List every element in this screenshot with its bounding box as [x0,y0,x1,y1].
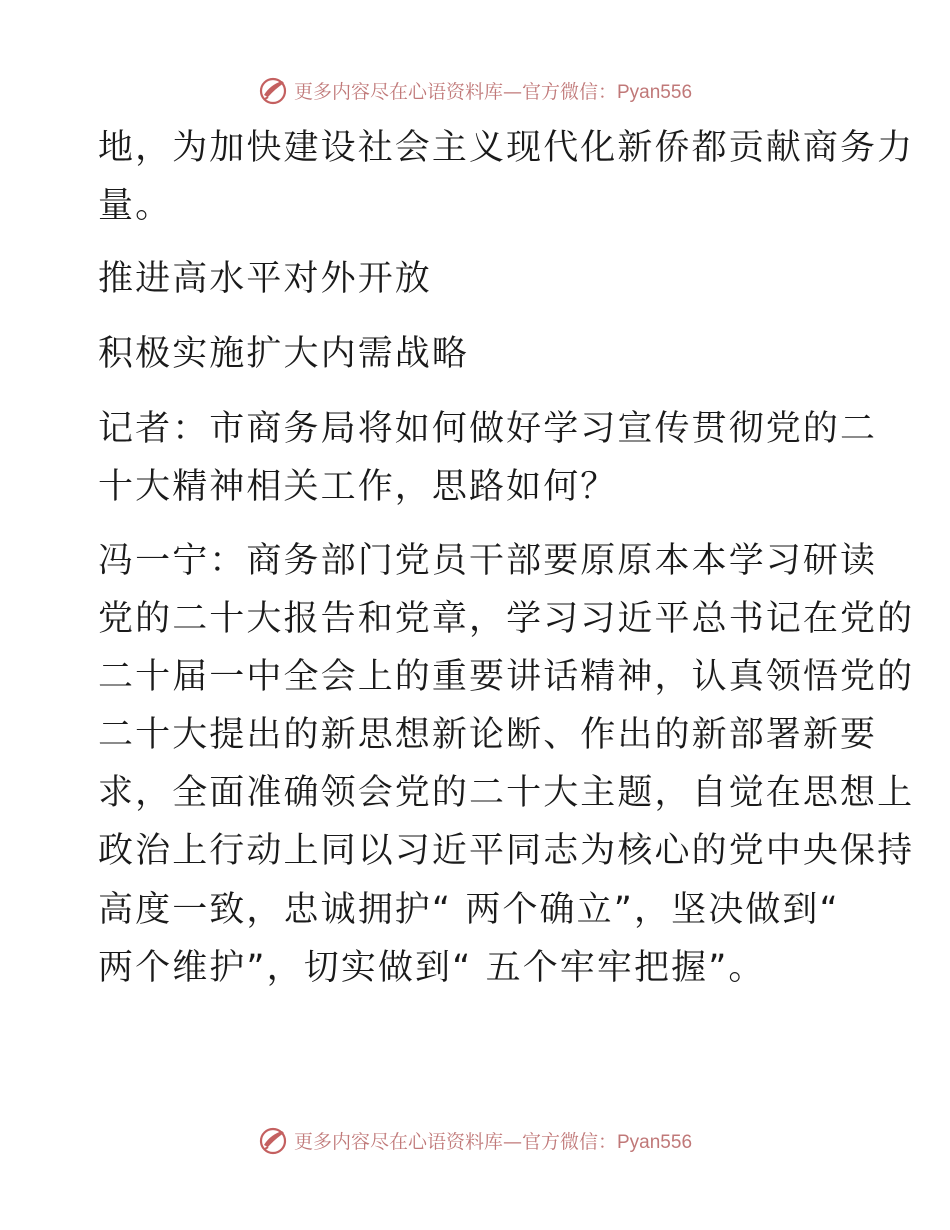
section-heading: 积极实施扩大内需战略 [98,334,470,374]
text-line: 量。 [98,186,173,226]
pen-logo-icon [258,1125,288,1155]
text-line: 地，为加快建设社会主义现代化新侨都贡献商务力 [98,128,915,168]
text-line: 政治上行动上同以习近平同志为核心的党中央保持 [98,831,915,871]
text-line: 求，全面准确领会党的二十大主题，自觉在思想上 [98,773,915,813]
watermark-header [0,70,950,110]
text-line: 冯一宁：商务部门党员干部要原原本本学习研读 [98,541,878,581]
text-line: 二十大提出的新思想新论断、作出的新部署新要 [98,715,878,755]
text-line: 高度一致，忠诚拥护“ 两个确立”，坚决做到“ [98,890,840,930]
watermark-text: 更多内容尽在心语资料库—官方微信：Pyan556 [293,80,693,103]
section-heading: 推进高水平对外开放 [98,259,432,299]
text-line: 记者：市商务局将如何做好学习宣传贯彻党的二 [98,409,878,449]
text-line: 二十届一中全会上的重要讲话精神，认真领悟党的 [98,657,915,697]
watermark-text: 更多内容尽在心语资料库—官方微信：Pyan556 [293,1130,693,1153]
text-line: 十大精神相关工作，思路如何？ [98,467,618,507]
text-line: 两个维护”，切实做到“ 五个牢牢把握”。 [98,948,766,988]
pen-logo-icon [258,75,288,105]
watermark-footer [0,1120,950,1160]
text-line: 党的二十大报告和党章，学习习近平总书记在党的 [98,599,915,639]
